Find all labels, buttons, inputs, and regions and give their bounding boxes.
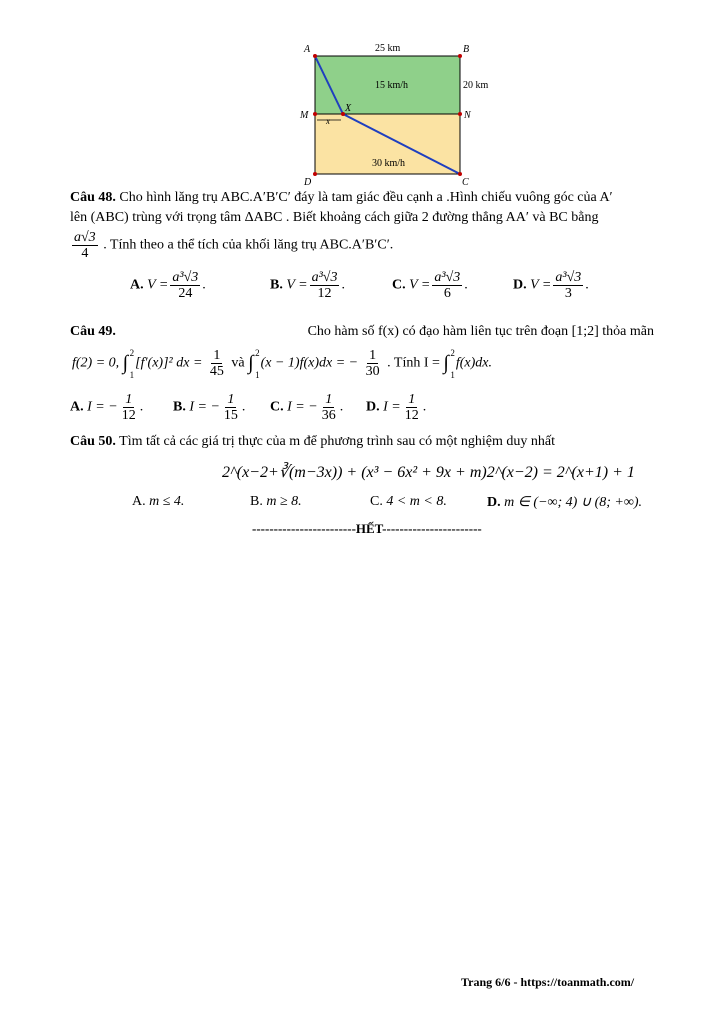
option-num: 1 <box>227 392 235 407</box>
option-post: . <box>585 277 589 293</box>
option-frac <box>403 392 421 423</box>
q50-option-3 <box>487 494 642 511</box>
option-key: B. <box>270 277 283 293</box>
vertex-d <box>313 172 317 176</box>
option-num: a³√3 <box>311 270 338 285</box>
option-key: D. <box>513 277 527 293</box>
option-text: m ∈ (−∞; 4) ∪ (8; +∞). <box>504 495 643 510</box>
q49-text1: Cho hàm số f(x) có đạo hàm liên tục trên đoạn [1;2] thỏa mãn <box>307 324 654 339</box>
q50-text: Tìm tất cả các giá trị thực của m để phương trình sau có một nghiệm duy nhất <box>119 434 556 449</box>
q49opts-option-2 <box>270 392 343 423</box>
label-c: C <box>462 177 469 188</box>
q50-option-0 <box>132 494 184 510</box>
option-pre: I = − <box>287 399 318 415</box>
int1-lower: 1 <box>129 370 135 380</box>
int2-upper: 2 <box>255 348 260 358</box>
q49opts-option-3 <box>366 392 426 423</box>
label-a: A <box>304 44 311 55</box>
q48-frac-den: 4 <box>81 246 89 261</box>
option-key: A. <box>130 277 144 293</box>
vertex-b <box>458 54 462 58</box>
q49-conditions <box>72 348 492 379</box>
option-frac <box>310 270 340 301</box>
rectangle-figure <box>290 40 510 190</box>
label-x: X <box>345 103 352 114</box>
q48-line3 <box>70 230 393 261</box>
option-frac <box>120 392 138 423</box>
label-lower-speed: 30 km/h <box>372 158 406 169</box>
option-den: 6 <box>443 286 451 301</box>
vertex-n <box>458 112 462 116</box>
label-x-dist: x <box>326 116 330 126</box>
int3-upper: 2 <box>450 348 455 358</box>
label-m: M <box>300 110 309 121</box>
q48opts-option-3 <box>513 270 589 301</box>
q49opts-option-0 <box>70 392 143 423</box>
q48-frac-num: a√3 <box>74 230 96 245</box>
option-key: B. <box>250 494 263 509</box>
q49-line1 <box>70 324 654 340</box>
option-key: D. <box>487 495 501 510</box>
option-post: . <box>464 277 468 293</box>
option-post: . <box>339 399 344 415</box>
option-post: . <box>139 399 144 415</box>
q48-text1: Cho hình lăng trụ ABC.A′B′C′ đáy là tam giác đều cạnh a .Hình chiếu vuông góc của A′ <box>119 190 613 205</box>
q50-option-2 <box>370 494 447 510</box>
vertex-c <box>458 172 462 176</box>
option-pre: I = − <box>189 399 220 415</box>
option-post: . <box>202 277 206 293</box>
q49-c2 <box>364 348 382 379</box>
q49-integrand2: (x − 1)f(x)dx = − <box>260 355 359 371</box>
end-marker: ------------------------HẾT----------------------- <box>252 521 482 536</box>
option-post: . <box>241 399 246 415</box>
option-frac <box>432 270 462 301</box>
option-frac <box>170 270 200 301</box>
option-frac <box>222 392 240 423</box>
q49-integrand1: [f′(x)]² dx = <box>135 355 203 371</box>
option-post: . <box>422 399 427 415</box>
int2-lower: 1 <box>255 370 260 380</box>
option-num: a³√3 <box>555 270 582 285</box>
q49-integrand3: f(x)dx. <box>455 355 493 371</box>
q50-label: Câu 50. <box>70 434 116 449</box>
q48opts-option-2 <box>392 270 468 301</box>
q48-line2: lên (ABC) trùng với trọng tâm ΔABC . Biết khoảng cách giữa 2 đường thẳng AA′ và BC bằng <box>70 210 599 225</box>
option-den: 12 <box>404 408 419 423</box>
label-upper-speed: 15 km/h <box>375 80 409 91</box>
option-num: 1 <box>125 392 133 407</box>
label-n: N <box>464 110 471 121</box>
option-den: 3 <box>564 286 572 301</box>
option-num: a³√3 <box>172 270 199 285</box>
option-frac <box>553 270 583 301</box>
integral-2: ∫ 2 1 <box>248 348 260 380</box>
option-num: 1 <box>408 392 416 407</box>
option-key: A. <box>132 494 146 509</box>
option-post: . <box>341 277 345 293</box>
option-den: 15 <box>223 408 238 423</box>
int3-lower: 1 <box>450 370 455 380</box>
label-right-length: 20 km <box>463 80 489 91</box>
vertex-m <box>313 112 317 116</box>
option-den: 24 <box>178 286 193 301</box>
label-top-length: 25 km <box>375 43 401 54</box>
option-key: C. <box>392 277 406 293</box>
int1-upper: 2 <box>129 348 135 358</box>
label-b: B <box>463 44 470 55</box>
integral-1: ∫ 2 1 <box>122 348 135 380</box>
option-num: a³√3 <box>434 270 461 285</box>
label-d: D <box>304 177 312 188</box>
q48-text3: . Tính theo a thể tích của khối lăng trụ ABC.A′B′C′. <box>103 237 394 253</box>
option-key: A. <box>70 399 84 415</box>
c1-num: 1 <box>213 348 221 363</box>
q49-ask: . Tính I = <box>387 355 440 371</box>
q50-equation: 2^(x−2+∛(m−3x)) + (x³ − 6x² + 9x + m)2^(x−2) = 2^(x+1) + 1 <box>222 464 635 481</box>
q49-and: và <box>231 355 245 371</box>
option-pre: V = <box>286 277 308 293</box>
q48-line1 <box>70 190 613 206</box>
option-num: 1 <box>325 392 333 407</box>
option-pre: I = − <box>87 399 118 415</box>
c2-den: 30 <box>365 364 380 379</box>
integral-3: ∫ 2 1 <box>443 348 455 380</box>
option-pre: I = <box>383 399 401 415</box>
option-pre: V = <box>147 277 169 293</box>
q48-distance-fraction <box>72 230 98 261</box>
page-footer: Trang 6/6 - https://toanmath.com/ <box>461 975 635 989</box>
option-den: 36 <box>321 408 336 423</box>
option-text: 4 < m < 8. <box>386 494 447 509</box>
q48opts-option-0 <box>130 270 206 301</box>
option-den: 12 <box>121 408 136 423</box>
q48-label: Câu 48. <box>70 190 116 205</box>
q49opts-option-1 <box>173 392 245 423</box>
option-key: B. <box>173 399 186 415</box>
q50-option-1 <box>250 494 302 510</box>
option-key: C. <box>270 399 284 415</box>
c2-num: 1 <box>369 348 377 363</box>
option-frac <box>320 392 338 423</box>
q50-line1 <box>70 434 555 450</box>
option-pre: V = <box>409 277 431 293</box>
q49-c1 <box>208 348 226 379</box>
c1-den: 45 <box>209 364 224 379</box>
option-text: m ≥ 8. <box>266 494 302 509</box>
option-key: C. <box>370 494 383 509</box>
vertex-a <box>313 54 317 58</box>
option-text: m ≤ 4. <box>149 494 185 509</box>
option-den: 12 <box>317 286 332 301</box>
option-key: D. <box>366 399 380 415</box>
q49-label: Câu 49. <box>70 324 116 339</box>
option-pre: V = <box>530 277 552 293</box>
q49-cond1: f(2) = 0, <box>72 355 120 371</box>
q48opts-option-1 <box>270 270 345 301</box>
